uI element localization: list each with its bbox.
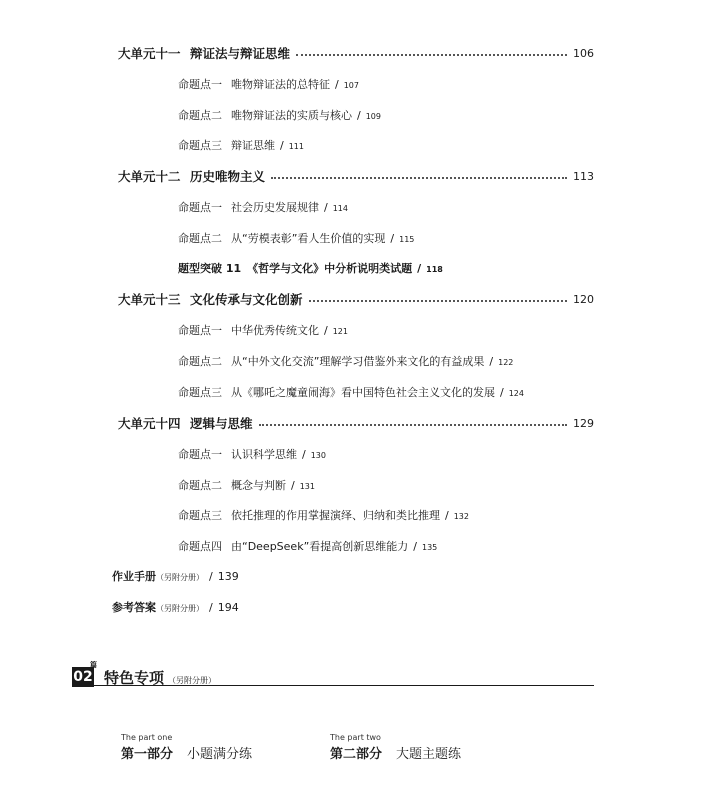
extra-title: 作业手册 bbox=[112, 570, 156, 583]
toc-item[interactable] bbox=[178, 384, 524, 400]
separator: / bbox=[280, 139, 284, 152]
unit-thirteen-heading[interactable] bbox=[118, 290, 594, 308]
item-page: 114 bbox=[332, 204, 348, 213]
item-label: 命题点一 bbox=[178, 448, 222, 461]
item-page: 131 bbox=[299, 482, 315, 491]
item-label: 命题点二 bbox=[178, 232, 222, 245]
dot-leader bbox=[296, 54, 567, 56]
separator: / bbox=[335, 78, 339, 91]
part-one[interactable] bbox=[121, 733, 252, 762]
unit-title: 历史唯物主义 bbox=[190, 169, 266, 184]
unit-title: 文化传承与文化创新 bbox=[190, 292, 303, 307]
toc-item[interactable] bbox=[178, 446, 326, 462]
item-page: 111 bbox=[288, 142, 304, 151]
unit-number: 大单元十一 bbox=[118, 46, 181, 61]
toc-item[interactable] bbox=[178, 137, 304, 153]
separator: / bbox=[324, 324, 328, 337]
unit-number: 大单元十三 bbox=[118, 292, 181, 307]
toc-item[interactable] bbox=[178, 507, 469, 523]
toc-item[interactable] bbox=[178, 107, 381, 123]
unit-title: 辩证法与辩证思维 bbox=[190, 46, 291, 61]
dot-leader bbox=[259, 424, 567, 426]
extra-title: 参考答案 bbox=[112, 601, 156, 614]
item-page: 115 bbox=[399, 235, 415, 244]
toc-item[interactable] bbox=[178, 477, 315, 493]
part-english-label: The part two bbox=[330, 733, 381, 742]
separator: / bbox=[390, 232, 395, 245]
item-title: 唯物辩证法的总特征 bbox=[231, 78, 330, 91]
section-title: 特色专项 bbox=[104, 669, 165, 687]
separator: / bbox=[417, 262, 422, 275]
unit-fourteen-heading[interactable] bbox=[118, 414, 594, 432]
item-page: 121 bbox=[332, 327, 348, 336]
item-label: 题型突破 11 bbox=[178, 262, 242, 275]
item-label: 命题点二 bbox=[178, 109, 222, 122]
toc-item[interactable] bbox=[178, 199, 348, 215]
dot-leader bbox=[309, 300, 567, 302]
unit-page: 106 bbox=[573, 46, 594, 60]
separator: / bbox=[209, 601, 213, 614]
item-title: 中华优秀传统文化 bbox=[231, 324, 319, 337]
item-label: 命题点四 bbox=[178, 540, 222, 553]
item-title: 概念与判断 bbox=[231, 479, 286, 492]
item-label: 命题点三 bbox=[178, 139, 222, 152]
dot-leader bbox=[271, 177, 567, 179]
extra-note: （另附分册） bbox=[156, 604, 204, 613]
section-number-badge: 02 bbox=[73, 669, 93, 685]
item-page: 109 bbox=[365, 112, 381, 121]
part-english-label: The part one bbox=[121, 733, 173, 742]
part-chinese-label: 第二部分 bbox=[330, 747, 383, 762]
item-label: 命题点一 bbox=[178, 201, 222, 214]
item-title: 从《哪吒之魔童闹海》看中国特色社会主义文化的发展 bbox=[231, 386, 495, 399]
item-title: 从“劳模表彰”看人生价值的实现 bbox=[231, 232, 386, 245]
item-title: 辩证思维 bbox=[231, 139, 275, 152]
item-label: 命题点三 bbox=[178, 386, 222, 399]
item-title: 认识科学思维 bbox=[231, 448, 297, 461]
part-two[interactable] bbox=[330, 733, 461, 762]
answer-key-entry[interactable] bbox=[112, 599, 239, 615]
separator: / bbox=[302, 448, 306, 461]
item-label: 命题点二 bbox=[178, 355, 222, 368]
extra-note: （另附分册） bbox=[156, 573, 204, 582]
toc-item-breakthrough[interactable] bbox=[178, 260, 443, 276]
item-page: 118 bbox=[426, 265, 443, 274]
item-label: 命题点三 bbox=[178, 509, 222, 522]
unit-page: 129 bbox=[573, 416, 594, 430]
separator: / bbox=[445, 509, 449, 522]
unit-eleven-heading[interactable] bbox=[118, 44, 594, 62]
unit-title: 逻辑与思维 bbox=[190, 416, 253, 431]
extra-page: 139 bbox=[217, 570, 239, 583]
toc-item[interactable] bbox=[178, 230, 414, 246]
item-page: 130 bbox=[310, 451, 326, 460]
toc-item[interactable] bbox=[178, 538, 437, 554]
section-divider bbox=[72, 685, 594, 686]
unit-twelve-heading[interactable] bbox=[118, 167, 594, 185]
item-title: 从“中外文化交流”理解学习借鉴外来文化的有益成果 bbox=[231, 355, 485, 368]
item-label: 命题点一 bbox=[178, 324, 222, 337]
item-title: 唯物辩证法的实质与核心 bbox=[231, 109, 352, 122]
separator: / bbox=[291, 479, 295, 492]
separator: / bbox=[500, 386, 504, 399]
part-name: 大题主题练 bbox=[396, 747, 462, 762]
toc-item[interactable] bbox=[178, 353, 513, 369]
unit-page: 113 bbox=[573, 169, 594, 183]
section-heading[interactable] bbox=[104, 667, 216, 687]
unit-page: 120 bbox=[573, 292, 594, 306]
item-label: 命题点一 bbox=[178, 78, 222, 91]
item-page: 132 bbox=[453, 512, 469, 521]
part-chinese-label: 第一部分 bbox=[121, 747, 174, 762]
item-title: 由“DeepSeek”看提高创新思维能力 bbox=[231, 540, 409, 553]
extra-page: 194 bbox=[217, 601, 239, 614]
homework-handbook-entry[interactable] bbox=[112, 568, 239, 584]
section-mark: 篇 bbox=[90, 661, 97, 669]
item-title: 《哲学与文化》中分析说明类试题 bbox=[247, 262, 413, 275]
item-title: 依托推理的作用掌握演绎、归纳和类比推理 bbox=[231, 509, 440, 522]
separator: / bbox=[489, 355, 494, 368]
separator: / bbox=[413, 540, 417, 553]
item-title: 社会历史发展规律 bbox=[231, 201, 319, 214]
item-page: 122 bbox=[498, 358, 514, 367]
item-page: 107 bbox=[343, 81, 359, 90]
part-name: 小题满分练 bbox=[187, 747, 253, 762]
item-label: 命题点二 bbox=[178, 479, 222, 492]
separator: / bbox=[209, 570, 213, 583]
section-note: （另附分册） bbox=[168, 676, 217, 685]
toc-item[interactable] bbox=[178, 322, 348, 338]
separator: / bbox=[357, 109, 361, 122]
separator: / bbox=[324, 201, 328, 214]
item-page: 124 bbox=[508, 389, 524, 398]
item-page: 135 bbox=[422, 543, 438, 552]
unit-number: 大单元十四 bbox=[118, 416, 181, 431]
unit-number: 大单元十二 bbox=[118, 169, 181, 184]
toc-item[interactable] bbox=[178, 76, 359, 92]
